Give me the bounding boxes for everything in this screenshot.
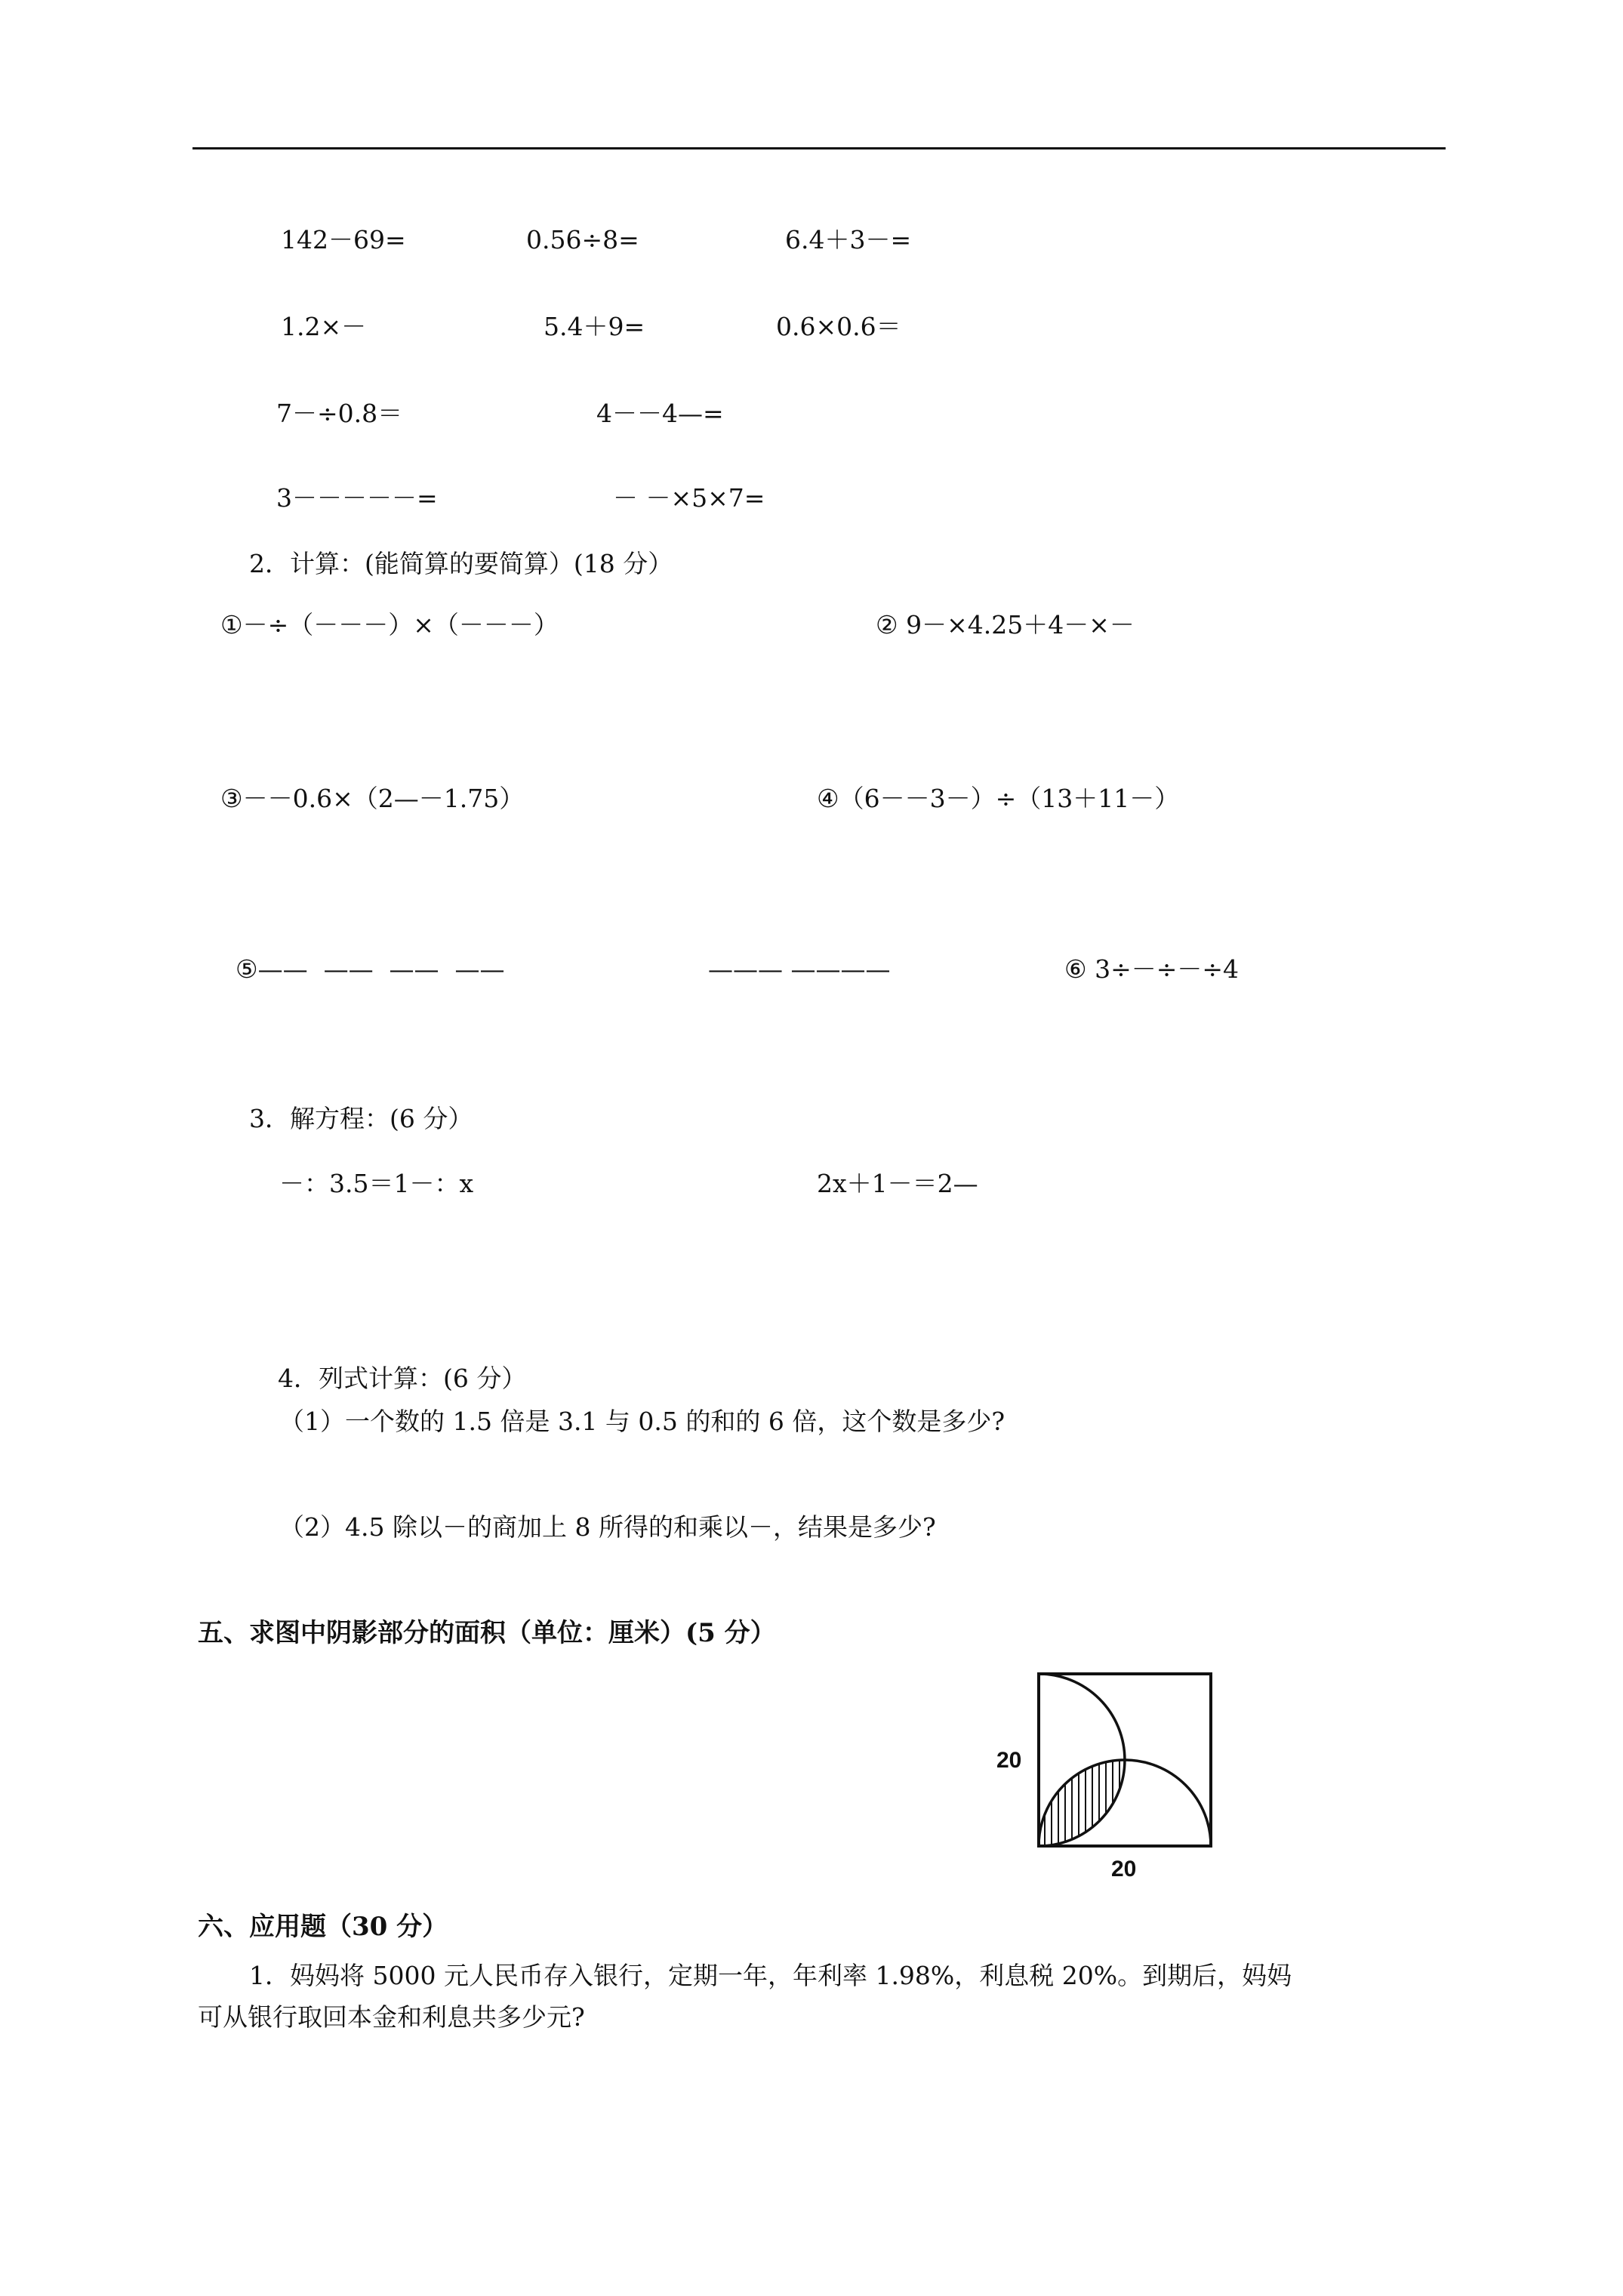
q2-item-6: ⑥ 3÷－÷－÷4 (1064, 954, 1240, 984)
q2-item-1: ①－÷（－－－）×（－－－） (220, 610, 559, 639)
q2-item-2: ② 9－×4.25＋4－×－ (876, 610, 1135, 639)
oral-item: 1.2×－ (281, 312, 367, 341)
q2-item-5: ⑤—— —— —— —— (236, 954, 505, 984)
side-length-label: 20 (996, 1748, 1022, 1773)
section5-heading: 五、求图中阴影部分的面积（单位：厘米）(5 分） (198, 1618, 776, 1648)
q3-item-2: 2x＋1－＝2— (817, 1169, 978, 1198)
oral-item: 0.6×0.6＝ (776, 312, 901, 341)
q3-item-1: －：3.5＝1－：x (279, 1169, 474, 1198)
q4-item-2: （2）4.5 除以－的商加上 8 所得的和乘以－，结果是多少? (279, 1512, 936, 1542)
bottom-length-label: 20 (1111, 1857, 1137, 1881)
q2-heading: 2．计算：(能简算的要简算）(18 分） (249, 549, 673, 578)
figure-svg (989, 1661, 1230, 1903)
q2-item-4: ④（6－－3－）÷（13＋11－） (817, 784, 1180, 813)
oral-item: 6.4＋3－= (785, 225, 912, 254)
q2-item-5-cont: ——— ———— (708, 954, 891, 984)
oral-item: 7－÷0.8＝ (276, 399, 403, 428)
section6-q1-line2: 可从银行取回本金和利息共多少元? (198, 2002, 585, 2032)
header-rule (192, 147, 1446, 149)
q2-item-3: ③－－0.6×（2—－1.75） (220, 784, 525, 813)
oral-item: 0.56÷8= (526, 225, 639, 254)
q4-item-1: （1）一个数的 1.5 倍是 3.1 与 0.5 的和的 6 倍，这个数是多少? (279, 1407, 1006, 1436)
q3-heading: 3．解方程：(6 分） (249, 1104, 473, 1133)
oral-item: 4－－4—= (596, 399, 724, 428)
section6-heading: 六、应用题（30 分） (198, 1912, 448, 1942)
section6-q1-line1: 1．妈妈将 5000 元人民币存入银行，定期一年，年利率 1.98%，利息税 20%。到期后，妈妈 (249, 1961, 1292, 1990)
oral-item: 5.4＋9= (544, 312, 645, 341)
q4-heading: 4．列式计算：(6 分） (278, 1364, 527, 1393)
oral-item: 3－－－－－= (276, 483, 438, 513)
oral-item: － －×5×7= (613, 483, 765, 513)
shaded-area-figure (989, 1661, 1230, 1903)
oral-item: 142－69= (281, 225, 406, 254)
